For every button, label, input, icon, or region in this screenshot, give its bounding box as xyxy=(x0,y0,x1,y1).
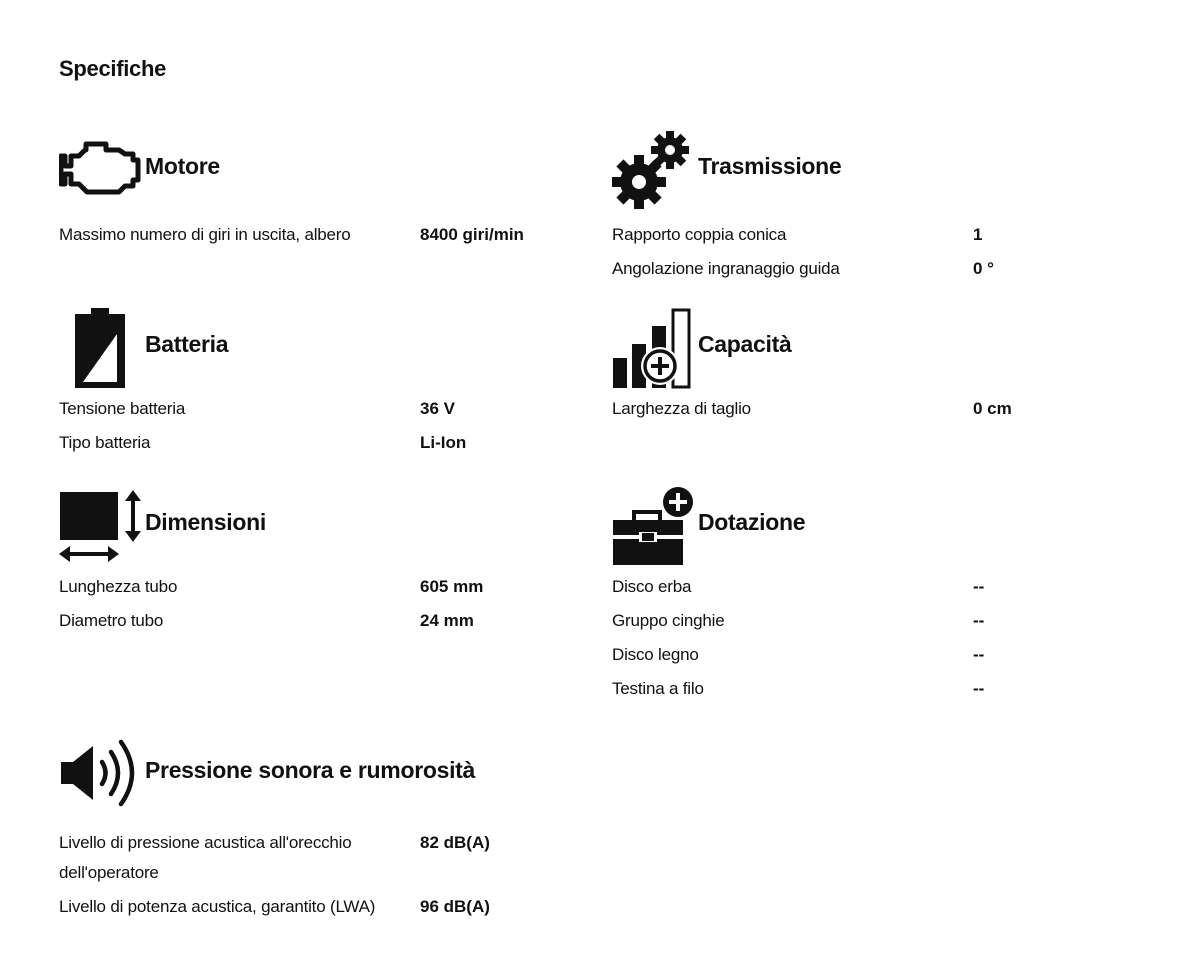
spec-label: Tensione batteria xyxy=(59,399,186,418)
spec-label: Massimo numero di giri in uscita, albero xyxy=(59,225,351,244)
spec-value: 0 ° xyxy=(973,259,994,278)
dimensions-icon xyxy=(59,490,143,564)
spec-value: -- xyxy=(973,611,985,630)
spec-row xyxy=(612,220,1132,250)
section-title: Dotazione xyxy=(698,509,806,535)
spec-row xyxy=(612,640,1132,670)
section-capacita xyxy=(612,304,1132,424)
spec-row xyxy=(59,606,579,636)
page-title: Specifiche xyxy=(59,56,167,81)
section-rumore xyxy=(59,730,579,922)
spec-value: 24 mm xyxy=(420,611,474,630)
spec-label: Disco legno xyxy=(612,645,699,664)
spec-row xyxy=(612,606,1132,636)
spec-label: Rapporto coppia conica xyxy=(612,225,787,244)
spec-value: 96 dB(A) xyxy=(420,897,490,916)
spec-value: -- xyxy=(973,645,985,664)
section-motore xyxy=(59,126,579,250)
spec-value: 8400 giri/min xyxy=(420,225,524,244)
section-title: Trasmissione xyxy=(698,153,842,179)
spec-row xyxy=(59,892,579,922)
section-title: Capacità xyxy=(698,331,792,357)
spec-value: 605 mm xyxy=(420,577,484,596)
speaker-icon xyxy=(59,738,139,810)
capacity-chart-icon xyxy=(612,308,696,390)
spec-row xyxy=(612,254,1132,284)
spec-row xyxy=(59,828,579,888)
engine-icon xyxy=(59,140,141,196)
spec-row xyxy=(612,572,1132,602)
spec-label: Livello di potenza acustica, garantito (LWA) xyxy=(59,897,376,916)
section-title: Dimensioni xyxy=(145,509,266,535)
section-title: Batteria xyxy=(145,331,229,357)
spec-label: Angolazione ingranaggio guida xyxy=(612,259,840,278)
spec-value: 36 V xyxy=(420,399,455,418)
spec-label: Livello di pressione acustica all'orecchio dell'operatore xyxy=(59,833,352,882)
spec-row xyxy=(612,674,1132,704)
spec-label: Testina a filo xyxy=(612,679,704,698)
spec-value: -- xyxy=(973,577,985,596)
section-dotazione xyxy=(612,482,1132,704)
section-batteria xyxy=(59,304,579,458)
spec-label: Disco erba xyxy=(612,577,692,596)
spec-label: Gruppo cinghie xyxy=(612,611,725,630)
spec-value: -- xyxy=(973,679,985,698)
section-title: Motore xyxy=(145,153,220,179)
section-trasmissione xyxy=(612,126,1132,284)
spec-label: Diametro tubo xyxy=(59,611,164,630)
spec-label: Larghezza di taglio xyxy=(612,399,751,418)
spec-row xyxy=(612,394,1132,424)
spec-label: Lunghezza tubo xyxy=(59,577,178,596)
spec-row xyxy=(59,220,579,250)
toolbox-plus-icon xyxy=(612,486,696,568)
spec-row xyxy=(59,572,579,602)
section-dimensioni xyxy=(59,482,579,636)
battery-icon xyxy=(73,308,127,390)
section-title: Pressione sonora e rumorosità xyxy=(145,757,476,783)
spec-value: Li-Ion xyxy=(420,433,467,452)
spec-label: Tipo batteria xyxy=(59,433,151,452)
spec-row xyxy=(59,428,579,458)
spec-row xyxy=(59,394,579,424)
gears-icon xyxy=(612,130,692,210)
spec-value: 82 dB(A) xyxy=(420,833,490,852)
spec-value: 0 cm xyxy=(973,399,1012,418)
spec-value: 1 xyxy=(973,225,983,244)
